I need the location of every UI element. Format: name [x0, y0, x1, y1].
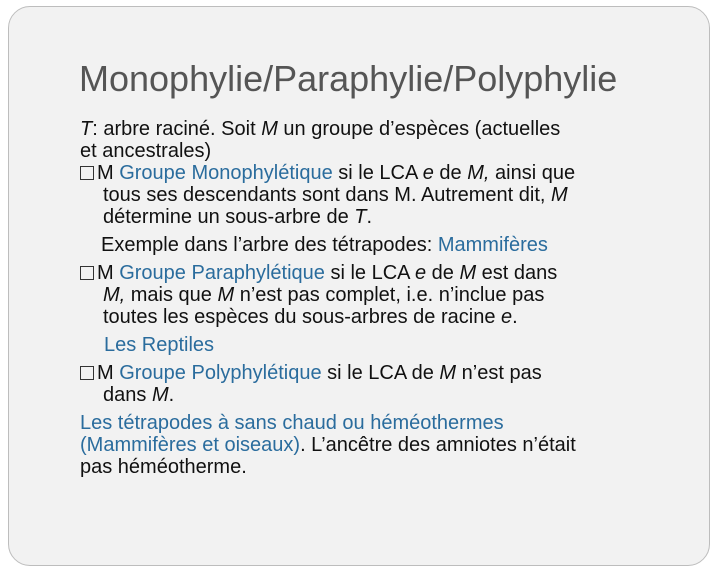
var-M: M	[551, 184, 568, 206]
para-line-2	[80, 284, 705, 306]
bullet-text: .	[512, 306, 518, 328]
bullet-text: toutes les espèces du sous-arbres de racine	[103, 306, 501, 328]
footer-line-1: Les tétrapodes à sans chaud ou héméothermes	[80, 412, 504, 434]
mono-line-3	[80, 206, 705, 228]
bullet-text: de	[433, 162, 468, 184]
bullet-text: n’est pas complet, i.e. n’inclue pas	[234, 284, 545, 306]
var-e: e	[501, 306, 513, 328]
footer-highlight: (Mammifères et oiseaux)	[80, 434, 301, 456]
var-M: M	[151, 384, 169, 406]
bullet-text: si le LCA de	[321, 362, 440, 384]
para-bullet	[80, 262, 705, 284]
example-value: Mammifères	[437, 234, 548, 256]
bullet-box-icon	[80, 166, 94, 180]
bullet-text: dans	[103, 384, 152, 406]
poly-term: Groupe Polyphylétique	[119, 362, 322, 384]
bullet-box-icon	[80, 366, 94, 380]
var-M: M	[459, 262, 477, 284]
example-text: Exemple dans l’arbre des tétrapodes:	[101, 234, 438, 256]
bullet-text: détermine un sous-arbre de	[103, 206, 355, 228]
bullet-text: si le LCA	[324, 262, 415, 284]
mono-example	[80, 234, 705, 256]
var-M: M	[217, 284, 235, 306]
slide-title: Monophylie/Paraphylie/Polyphylie	[79, 58, 618, 99]
bullet-text: ainsi que	[489, 162, 576, 184]
bullet-text: .	[168, 384, 175, 406]
var-e: e	[414, 262, 427, 284]
var-T: T	[354, 206, 367, 228]
intro-line-2: et ancestrales)	[80, 140, 212, 162]
mono-term: Groupe Monophylétique	[119, 162, 333, 184]
footer-line-2	[80, 434, 705, 456]
bullet-text: M	[97, 162, 120, 184]
intro-text: : arbre raciné. Soit	[92, 118, 262, 140]
bullet-text: M	[97, 262, 120, 284]
poly-line-2	[80, 384, 705, 406]
poly-bullet	[80, 362, 705, 384]
footer-line-3: pas héméotherme.	[80, 456, 247, 478]
bullet-box-icon	[80, 266, 94, 280]
bullet-text: .	[366, 206, 373, 228]
slide-body	[80, 118, 705, 478]
para-line-3	[80, 306, 705, 328]
para-term: Groupe Paraphylétique	[119, 262, 325, 284]
var-M: M,	[467, 162, 490, 184]
var-e: e	[422, 162, 434, 184]
intro-line-1	[80, 118, 705, 140]
bullet-text: n’est pas	[456, 362, 542, 384]
bullet-text: si le LCA	[332, 162, 423, 184]
bullet-text: mais que	[125, 284, 218, 306]
var-M: M	[439, 362, 457, 384]
footer-text: . L’ancêtre des amniotes n’était	[300, 434, 576, 456]
mono-line-2	[80, 184, 705, 206]
bullet-text: est dans	[476, 262, 558, 284]
var-T: T	[80, 118, 93, 140]
intro-text: un groupe d’espèces (actuelles	[277, 118, 561, 140]
bullet-text: M	[97, 362, 120, 384]
mono-bullet	[80, 162, 705, 184]
para-example: Les Reptiles	[104, 334, 215, 356]
bullet-text: de	[426, 262, 460, 284]
bullet-text: tous ses descendants sont dans M. Autrement dit,	[103, 184, 552, 206]
var-M: M,	[103, 284, 126, 306]
var-M: M	[261, 118, 278, 140]
